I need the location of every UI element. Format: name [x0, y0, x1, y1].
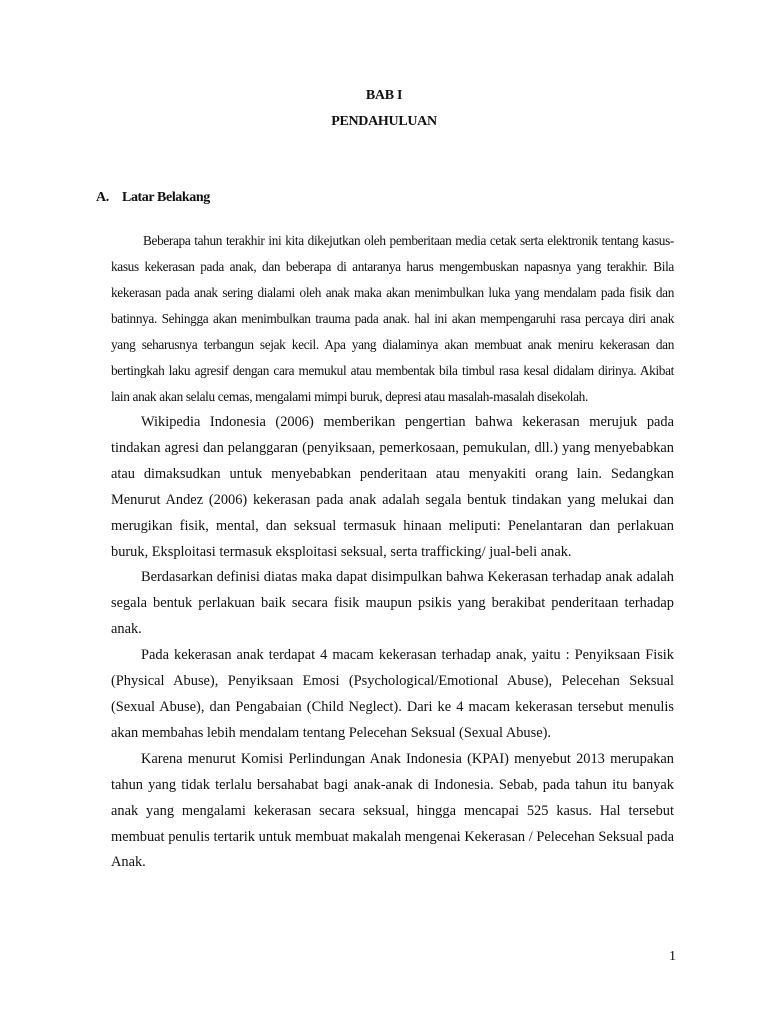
- section-heading: [96, 190, 210, 206]
- section-letter: A.: [96, 190, 109, 205]
- page-number: 1: [669, 949, 676, 964]
- body-text: [111, 228, 674, 876]
- paragraph-5: Karena menurut Komisi Perlindungan Anak Indonesia (KPAI) menyebut 2013 merupakan tahun yang tidak terlalu bersahabat bagi anak-anak di Indonesia. Sebab, pada tahun itu banyak anak yang mengalami kekerasan secara seksual, hingga mencapai 525 kasus. Hal tersebut membuat penulis tertarik untuk membuat makalah mengenai Kekerasan / Pelecehan Seksual pada Anak.: [111, 750, 674, 871]
- chapter-title: PENDAHULUAN: [331, 114, 437, 129]
- paragraph-2: Wikipedia Indonesia (2006) memberikan pengertian bahwa kekerasan merujuk pada tindakan agresi dan pelanggaran (penyiksaan, pemerkosaan, pemukulan, dll.) yang menyebabkan atau dimaksudkan untuk menyebabkan penderitaan atau menyakiti orang lain. Sedangkan Menurut Andez (2006) kekerasan pada anak adalah segala bentuk tindakan yang melukai dan merugikan fisik, mental, dan seksual termasuk hinaan meliputi: Penelantaran dan perlakuan buruk, Eksploitasi termasuk eksploitasi seksual, serta trafficking/ jual-beli anak.: [111, 414, 674, 560]
- chapter-number: BAB I: [365, 88, 403, 103]
- section-title: Latar Belakang: [122, 190, 210, 205]
- paragraph-1: Beberapa tahun terakhir ini kita dikejutkan oleh pemberitaan media cetak serta elektronik tentang kasus-kasus kekerasan pada anak, dan beberapa di antaranya harus mengembuskan napasnya yang terakhir. Bila kekerasan pada anak sering dialami oleh anak maka akan menimbulkan luka yang mendalam pada fisik dan batinnya. Sehingga akan menimbulkan trauma pada anak. hal ini akan mempengaruhi rasa percaya diri anak yang seharusnya terbangun sejak kecil. Apa yang dialaminya akan membuat anak meniru kekerasan dan bertingkah laku agresif dengan cara memukul atau membentak bila timbul rasa kesal didalam dirinya. Akibat lain anak akan selalu cemas, mengalami mimpi buruk, depresi atau masalah-masalah disekolah.: [111, 233, 674, 404]
- paragraph-4: Pada kekerasan anak terdapat 4 macam kekerasan terhadap anak, yaitu : Penyiksaan Fisik (Physical Abuse), Penyiksaan Emosi (Psychological/Emotional Abuse), Pelecehan Seksual (Sexual Abuse), dan Pengabaian (Child Neglect). Dari ke 4 macam kekerasan tersebut menulis akan membahas lebih mendalam tentang Pelecehan Seksual (Sexual Abuse).: [111, 647, 674, 741]
- paragraph-3: Berdasarkan definisi diatas maka dapat disimpulkan bahwa Kekerasan terhadap anak adalah segala bentuk perlakuan baik secara fisik maupun psikis yang berakibat penderitaan terhadap anak.: [111, 569, 674, 638]
